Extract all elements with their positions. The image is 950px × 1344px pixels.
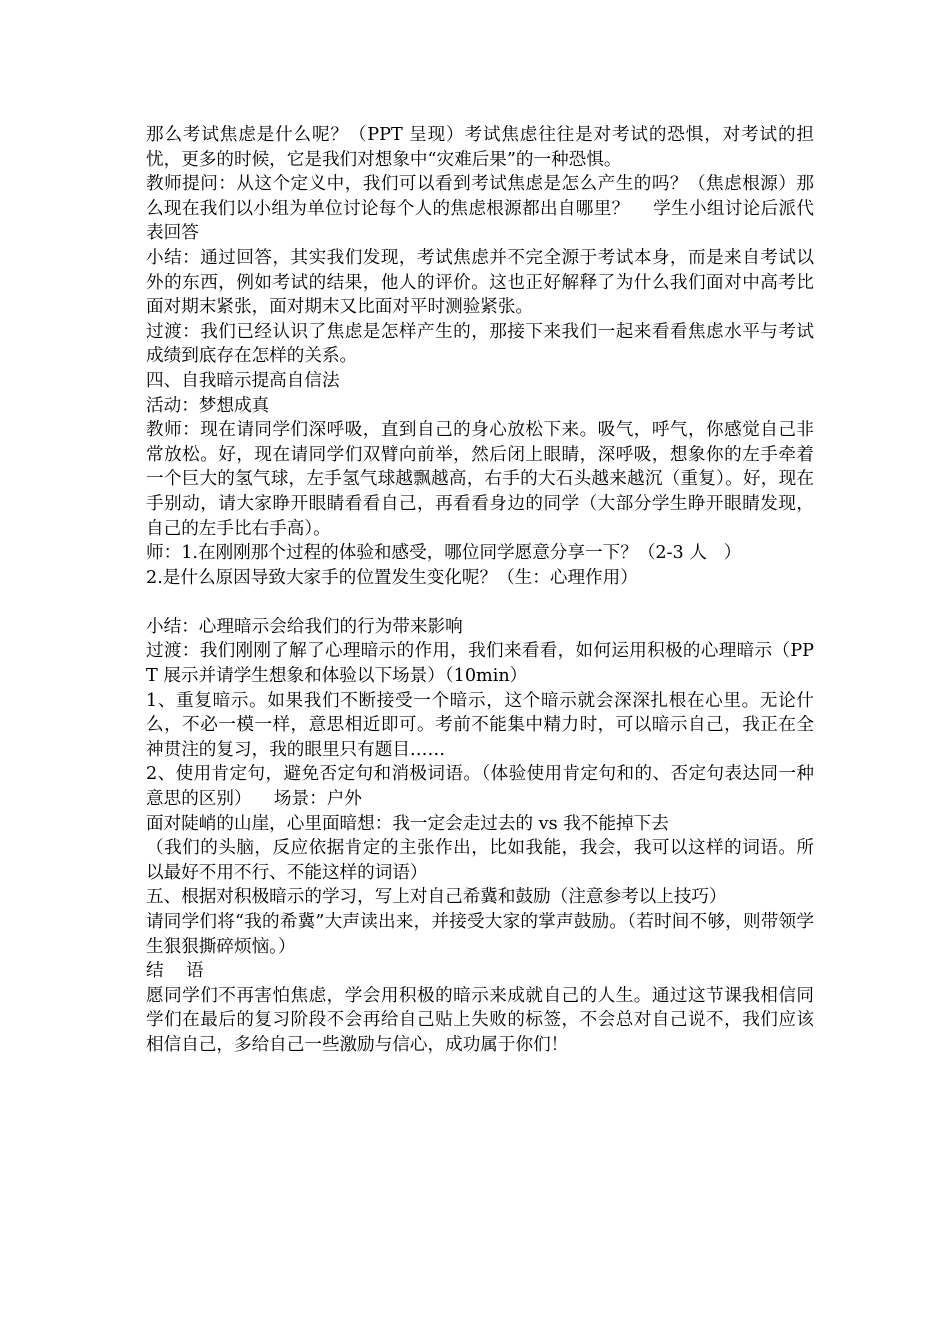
paragraph-question-1: 师：1.在刚刚那个过程的体验和感受，哪位同学愿意分享一下？（2-3 人 ） — [146, 543, 742, 564]
section-heading-5: 五、根据对积极暗示的学习，写上对自己希冀和鼓励（注意参考以上技巧） — [146, 887, 727, 908]
paragraph-explanation: （我们的头脑，反应依据肯定的主张作出，比如我能，我会，我可以这样的词语。所以最好不用不行、不能这样的词语） — [146, 838, 814, 883]
paragraph-teacher-question: 教师提问：从这个定义中，我们可以看到考试焦虑是怎么产生的吗？（焦虑根源）那么现在我们以小组为单位讨论每个人的焦虑根源都出自哪里？ 学生小组讨论后派代表回答 — [146, 174, 814, 244]
document-body — [146, 123, 814, 1058]
paragraph-tip-2: 2、使用肯定句，避免否定句和消极词语。（体验使用肯定句和的、否定句表达同一种意思的区别） 场景：户外 — [146, 764, 814, 810]
paragraph-read-aloud: 请同学们将“我的希冀”大声读出来，并接受大家的掌声鼓励。（若时间不够，则带领学生狠狠撕碎烦恼。） — [146, 912, 814, 957]
paragraph-scenario: 面对陡峭的山崖，心里面暗想：我一定会走过去的 vs 我不能掉下去 — [146, 813, 669, 834]
paragraph-conclusion: 愿同学们不再害怕焦虑，学会用积极的暗示来成就自己的人生。通过这节课我相信同学们在最后的复习阶段不会再给自己贴上失败的标签，不会总对自己说不，我们应该相信自己，多给自己一些激励与信心，成功属于你们！ — [146, 985, 814, 1055]
section-heading-4: 四、自我暗示提高自信法 — [146, 370, 340, 391]
blank-line — [146, 590, 814, 615]
paragraph-definition: 那么考试焦虑是什么呢？（PPT 呈现）考试焦虑往往是对考试的恐惧，对考试的担忧，更多的时候，它是我们对想象中“灾难后果”的一种恐惧。 — [146, 125, 814, 170]
paragraph-tip-1: 1、重复暗示。如果我们不断接受一个暗示，这个暗示就会深深扎根在心里。无论什么，不必一模一样，意思相近即可。考前不能集中精力时，可以暗示自己，我正在全神贯注的复习，我的眼里只有题目…… — [146, 690, 814, 760]
paragraph-transition-2: 过渡：我们刚刚了解了心理暗示的作用，我们来看看，如何运用积极的心理暗示（PPT 展示并请学生想象和体验以下场景）（10min） — [146, 641, 814, 687]
paragraph-summary-1: 小结：通过回答，其实我们发现，考试焦虑并不完全源于考试本身，而是来自考试以外的东西，例如考试的结果，他人的评价。这也正好解释了为什么我们面对中高考比面对期末紧张，面对期末又比面对平时测验紧张。 — [146, 247, 814, 318]
paragraph-question-2: 2.是什么原因导致大家手的位置发生变化呢？（生：心理作用） — [146, 567, 638, 588]
paragraph-teacher-instruction: 教师：现在请同学们深呼吸，直到自己的身心放松下来。吸气，呼气，你感觉自己非常放松。好，现在请同学们双臂向前举，然后闭上眼睛，深呼吸，想象你的左手牵着一个巨大的氢气球，左手氢气球越飘越高，右手的大石头越来越沉（重复）。好，现在手别动，请大家睁开眼睛看看自己，再看看身边的同学（大部分学生睁开眼睛发现，自己的左手比右手高）。 — [146, 420, 814, 539]
conclusion-heading: 结 语 — [146, 961, 204, 982]
paragraph-transition-1: 过渡：我们已经认识了焦虑是怎样产生的，那接下来我们一起来看看焦虑水平与考试成绩到底存在怎样的关系。 — [146, 321, 814, 367]
paragraph-summary-2: 小结：心理暗示会给我们的行为带来影响 — [146, 616, 463, 637]
paragraph-activity: 活动：梦想成真 — [146, 395, 270, 416]
